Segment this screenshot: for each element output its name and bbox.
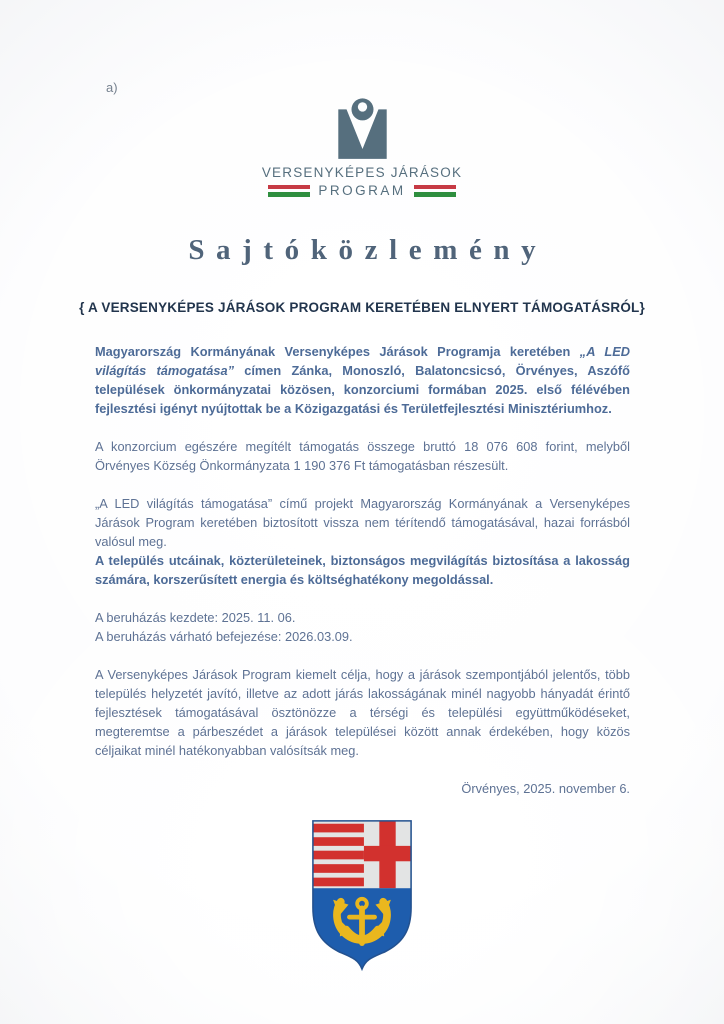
hungarian-flag-bar-left-icon xyxy=(268,185,310,197)
investment-start-date: A beruházás kezdete: 2025. 11. 06. xyxy=(95,610,296,625)
coat-of-arms-section xyxy=(0,817,724,976)
investment-end-date: A beruházás várható befejezése: 2026.03.09. xyxy=(95,629,353,644)
body-content xyxy=(0,342,724,798)
project-goal-text: A település utcáinak, közterületeinek, biztonságos megvilágítás biztosítása a lakosság számára, korszerűsített energia és költséghatékony megoldással. xyxy=(95,553,630,587)
place-date-line: Örvényes, 2025. november 6. xyxy=(461,781,630,796)
lead-text: Magyarország Kormányának Versenyképes Járások Programja keretében xyxy=(95,344,580,359)
hungarian-flag-bar-right-icon xyxy=(414,185,456,197)
lead-rest: címen Zánka, Monoszló, Balatoncsicsó, Örvényes, Aszófő települések önkormányzatai közösen, konzorciumi formában 2025. első félévében fejlesztési igényt nyújtottak be a Közigazgatási és Területfejlesztési Minisztériumhoz. xyxy=(95,363,630,416)
funding-source-text: „A LED világítás támogatása” című projekt Magyarország Kormányának a Versenyképes Járások Program keretében biztosított vissza nem térítendő támogatásával, hazai forrásból valósul meg. xyxy=(95,496,630,549)
page-title: Sajtóközlemény xyxy=(188,234,548,266)
investment-dates xyxy=(95,608,630,646)
project-title-quote: „A LED világítás támogatása” xyxy=(95,344,630,378)
logo-text-line1: VERSENYKÉPES JÁRÁSOK xyxy=(261,165,463,180)
list-marker: a) xyxy=(106,80,118,95)
paragraph-grant-amount: A konzorcium egészére megítélt támogatás összege bruttó 18 076 608 forint, melyből Örvényes Község Önkormányzata 1 190 376 Ft támogatásban részesült. xyxy=(95,439,630,473)
paragraph-project-funding xyxy=(95,494,630,589)
logo-text-line2-row xyxy=(0,183,724,198)
location-pin-logo-icon xyxy=(335,94,390,160)
paragraph-lead xyxy=(95,342,630,418)
orvenyes-coat-of-arms xyxy=(309,817,415,971)
program-logo xyxy=(0,0,724,198)
page-subtitle: { A VERSENYKÉPES JÁRÁSOK PROGRAM KERETÉBEN ELNYERT TÁMOGATÁSRÓL} xyxy=(79,300,645,315)
paragraph-program-goal: A Versenyképes Járások Program kiemelt célja, hogy a járások szempontjából jelentős, több település helyzetét javító, illetve az adott járás lakosságának minél nagyobb hányadát érintő fejlesztések támogatásával ösztönözze a térségi és települési együttműködéseket, megteremtse a párbeszédet a járások települései között annak érdekében, hogy közös céljaikat minél hatékonyabban valósítsák meg. xyxy=(95,667,630,758)
logo-text-line2: PROGRAM xyxy=(318,183,406,198)
